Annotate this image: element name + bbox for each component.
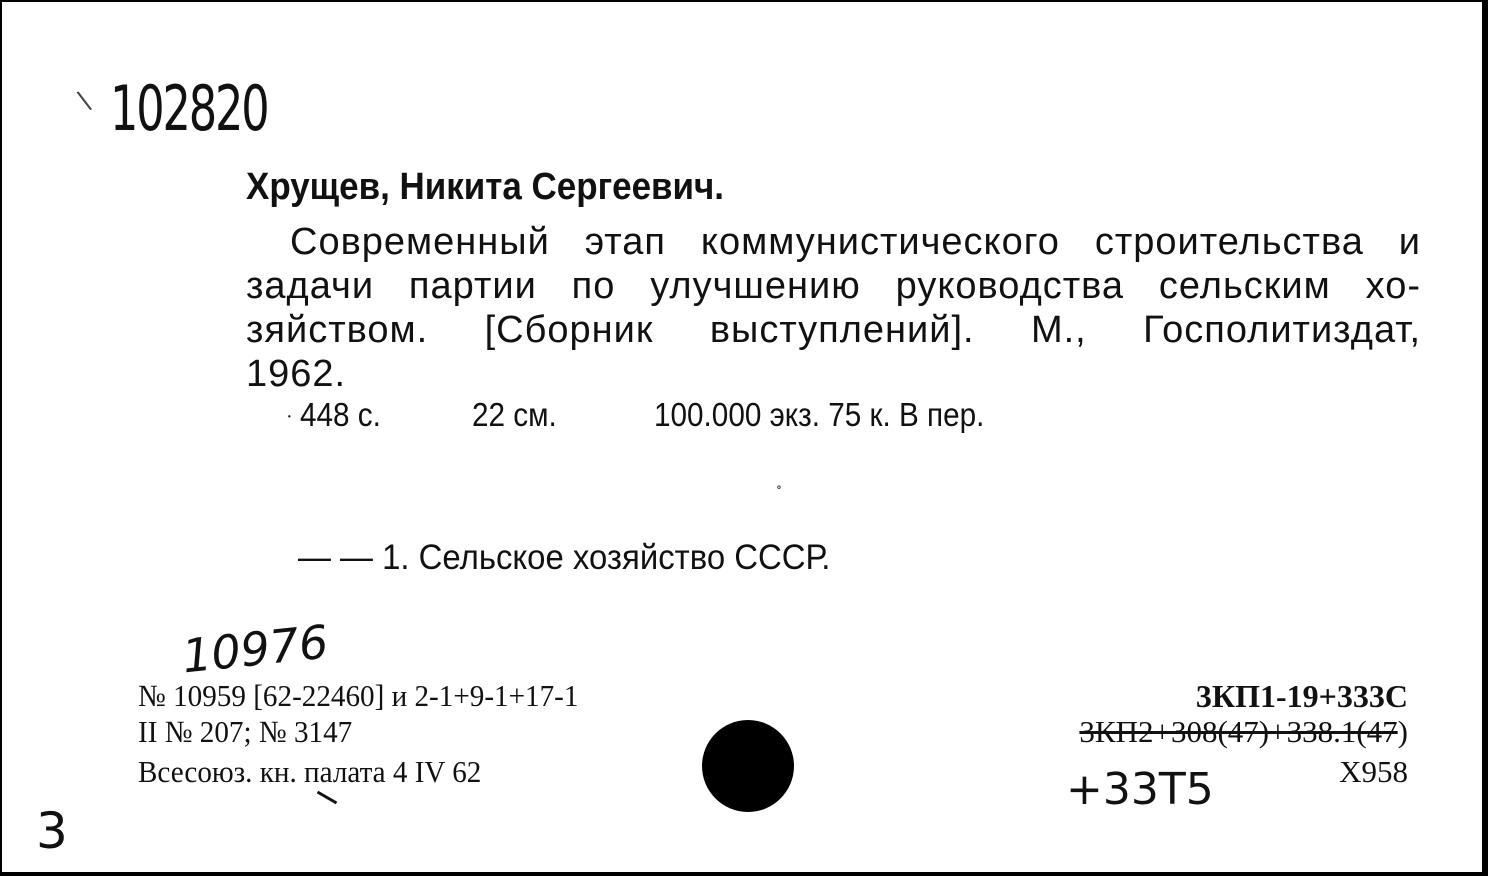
collation-size: 22 см. bbox=[472, 396, 557, 433]
subject-heading: — — 1. Сельское хозяйство СССР. bbox=[298, 538, 831, 577]
handwritten-number: 10976 bbox=[179, 614, 331, 684]
classification-code-struck bbox=[1079, 714, 1408, 750]
title-line: 1962. bbox=[246, 353, 347, 395]
title-line: задачи партии по улучшению руководства сельским хо- bbox=[246, 265, 1421, 307]
classification-code: Х958 bbox=[1339, 754, 1408, 789]
punch-hole bbox=[702, 720, 794, 812]
speck: ∘ bbox=[776, 480, 782, 494]
collation-pages: 448 с. bbox=[300, 396, 381, 433]
title-line: Современный этап коммунистического строительства и bbox=[290, 221, 1421, 263]
title-line: зяйством. [Сборник выступлений]. М., Госполитиздат, bbox=[246, 309, 1421, 351]
registration-line: № 10959 [62-22460] и 2-1+9-1+17-1 bbox=[138, 678, 579, 713]
registration-line: II № 207; № 3147 bbox=[138, 714, 353, 749]
author-heading: Хрущев, Никита Сергеевич. bbox=[246, 166, 725, 208]
struck-end: ) bbox=[1397, 714, 1408, 749]
handwritten-corner-number: 3 bbox=[36, 802, 68, 860]
pencil-tick bbox=[317, 791, 338, 805]
handwritten-classification: +33Т5 bbox=[1066, 764, 1214, 815]
struck-text: 3КП2+308(47)+338.1(47 bbox=[1079, 714, 1398, 749]
classification-code: 3КП1-19+333С bbox=[1195, 678, 1408, 714]
stamp-number: 102820 bbox=[110, 72, 268, 145]
stamp-mark: \ bbox=[75, 85, 94, 117]
collation-copies: 100.000 экз. 75 к. В пер. bbox=[654, 396, 985, 433]
registration-line: Всесоюз. кн. палата 4 IV 62 bbox=[138, 754, 482, 789]
title-block bbox=[246, 220, 1421, 396]
collation-dot: · bbox=[286, 406, 293, 428]
